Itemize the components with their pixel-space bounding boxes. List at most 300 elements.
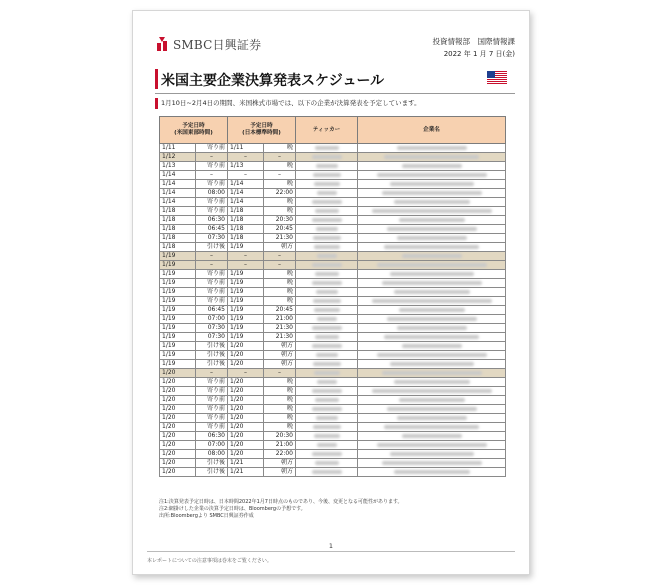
us-time-cell: 引け後: [196, 243, 228, 252]
redacted-ticker: [312, 344, 342, 348]
table-row: [160, 378, 506, 387]
ticker-cell-redacted: [296, 225, 358, 234]
jp-time-cell: 晩: [264, 405, 296, 414]
redacted-company-name: [390, 272, 474, 276]
ticker-cell-redacted: [296, 468, 358, 477]
redacted-ticker: [316, 416, 338, 420]
company-cell-redacted: [358, 342, 506, 351]
redacted-company-name: [384, 335, 479, 339]
us-time-cell: 07:00: [196, 315, 228, 324]
company-cell-redacted: [358, 297, 506, 306]
company-cell-redacted: [358, 153, 506, 162]
us-time-cell: –: [196, 261, 228, 270]
redacted-ticker: [313, 425, 341, 429]
company-cell-redacted: [358, 351, 506, 360]
ticker-cell-redacted: [296, 288, 358, 297]
table-row: [160, 270, 506, 279]
redacted-company-name: [384, 155, 479, 159]
us-date-cell: 1/20: [160, 378, 196, 387]
jp-time-cell: 22:00: [264, 450, 296, 459]
table-row: [160, 144, 506, 153]
jp-date-cell: 1/20: [228, 378, 264, 387]
us-time-cell: –: [196, 369, 228, 378]
table-row: [160, 450, 506, 459]
redacted-ticker: [316, 227, 338, 231]
redacted-ticker: [315, 209, 339, 213]
us-date-cell: 1/20: [160, 387, 196, 396]
jp-time-cell: 晩: [264, 387, 296, 396]
company-cell-redacted: [358, 378, 506, 387]
jp-time-cell: 22:00: [264, 189, 296, 198]
ticker-cell-redacted: [296, 189, 358, 198]
redacted-ticker: [315, 272, 339, 276]
table-row: [160, 189, 506, 198]
us-date-cell: 1/12: [160, 153, 196, 162]
redacted-company-name: [372, 299, 492, 303]
redacted-company-name: [387, 227, 477, 231]
table-row: [160, 342, 506, 351]
company-cell-redacted: [358, 441, 506, 450]
redacted-company-name: [399, 218, 465, 222]
company-cell-redacted: [358, 279, 506, 288]
ticker-cell-redacted: [296, 216, 358, 225]
jp-time-cell: 朝方: [264, 468, 296, 477]
us-time-cell: 引け後: [196, 351, 228, 360]
table-row: [160, 414, 506, 423]
ticker-cell-redacted: [296, 378, 358, 387]
company-cell-redacted: [358, 459, 506, 468]
redacted-ticker: [313, 236, 341, 240]
redacted-ticker: [314, 308, 340, 312]
redacted-company-name: [384, 245, 479, 249]
company-cell-redacted: [358, 225, 506, 234]
jp-time-cell: 21:30: [264, 333, 296, 342]
footnotes: [159, 499, 403, 520]
ticker-cell-redacted: [296, 315, 358, 324]
redacted-company-name: [397, 416, 467, 420]
company-cell-redacted: [358, 468, 506, 477]
us-time-cell: –: [196, 153, 228, 162]
redacted-company-name: [394, 290, 470, 294]
jp-date-cell: 1/20: [228, 441, 264, 450]
jp-date-cell: 1/20: [228, 342, 264, 351]
ticker-cell-redacted: [296, 252, 358, 261]
subtitle-accent-bar: [155, 98, 158, 109]
ticker-cell-redacted: [296, 171, 358, 180]
jp-date-cell: 1/19: [228, 333, 264, 342]
us-date-cell: 1/20: [160, 396, 196, 405]
redacted-ticker: [312, 407, 342, 411]
company-cell-redacted: [358, 414, 506, 423]
us-time-cell: 寄り前: [196, 387, 228, 396]
us-time-cell: 寄り前: [196, 198, 228, 207]
redacted-company-name: [382, 461, 482, 465]
table-row: [160, 423, 506, 432]
jp-date-cell: 1/19: [228, 279, 264, 288]
table-row: [160, 306, 506, 315]
jp-date-cell: 1/14: [228, 180, 264, 189]
company-cell-redacted: [358, 198, 506, 207]
redacted-company-name: [394, 200, 470, 204]
us-date-cell: 1/19: [160, 342, 196, 351]
table-row: [160, 405, 506, 414]
redacted-company-name: [382, 191, 482, 195]
company-cell-redacted: [358, 405, 506, 414]
subtitle-text: 1月10日~2月4日の期間、米国株式市場では、以下の企業が決算発表を予定しています。: [161, 99, 421, 107]
company-cell-redacted: [358, 324, 506, 333]
redacted-company-name: [402, 254, 462, 258]
company-cell-redacted: [358, 243, 506, 252]
ticker-cell-redacted: [296, 243, 358, 252]
us-time-cell: 07:00: [196, 441, 228, 450]
us-date-cell: 1/19: [160, 360, 196, 369]
table-row: [160, 171, 506, 180]
redacted-ticker: [313, 173, 341, 177]
redacted-company-name: [397, 146, 467, 150]
footnote-source: 出所:Bloombergより SMBC日興証券作成: [159, 513, 254, 519]
us-time-cell: –: [196, 171, 228, 180]
redacted-company-name: [377, 263, 487, 267]
us-time-cell: 08:00: [196, 450, 228, 459]
jp-time-cell: 朝方: [264, 342, 296, 351]
earnings-schedule-table: [159, 116, 506, 477]
ticker-cell-redacted: [296, 459, 358, 468]
jp-time-cell: –: [264, 261, 296, 270]
us-date-cell: 1/19: [160, 270, 196, 279]
jp-date-cell: 1/20: [228, 450, 264, 459]
us-date-cell: 1/19: [160, 315, 196, 324]
table-row: [160, 459, 506, 468]
redacted-company-name: [382, 281, 482, 285]
table-row: [160, 333, 506, 342]
jp-date-cell: 1/19: [228, 297, 264, 306]
jp-time-cell: 晩: [264, 288, 296, 297]
jp-date-cell: 1/13: [228, 162, 264, 171]
us-time-cell: 06:45: [196, 225, 228, 234]
company-cell-redacted: [358, 144, 506, 153]
title-divider: [155, 93, 515, 94]
us-time-cell: 寄り前: [196, 396, 228, 405]
jp-time-cell: 朝方: [264, 351, 296, 360]
ticker-cell-redacted: [296, 369, 358, 378]
ticker-cell-redacted: [296, 180, 358, 189]
table-row: [160, 162, 506, 171]
jp-date-cell: 1/14: [228, 198, 264, 207]
table-row: [160, 351, 506, 360]
table-header-row: [160, 117, 506, 144]
us-date-cell: 1/20: [160, 423, 196, 432]
table-row: [160, 261, 506, 270]
jp-date-cell: –: [228, 261, 264, 270]
ticker-cell-redacted: [296, 306, 358, 315]
header-ticker: ティッカー: [296, 117, 358, 144]
table-row: [160, 297, 506, 306]
table-row: [160, 288, 506, 297]
company-cell-redacted: [358, 369, 506, 378]
redacted-ticker: [312, 200, 342, 204]
jp-time-cell: 晩: [264, 396, 296, 405]
ticker-cell-redacted: [296, 405, 358, 414]
us-time-cell: 寄り前: [196, 180, 228, 189]
table-row: [160, 324, 506, 333]
jp-time-cell: 20:45: [264, 306, 296, 315]
jp-date-cell: 1/20: [228, 423, 264, 432]
company-cell-redacted: [358, 396, 506, 405]
redacted-ticker: [312, 452, 342, 456]
jp-date-cell: 1/14: [228, 189, 264, 198]
redacted-ticker: [317, 254, 337, 258]
jp-time-cell: 晩: [264, 414, 296, 423]
redacted-ticker: [312, 326, 342, 330]
jp-time-cell: 朝方: [264, 459, 296, 468]
jp-date-cell: 1/11: [228, 144, 264, 153]
jp-time-cell: 晩: [264, 297, 296, 306]
us-date-cell: 1/11: [160, 144, 196, 153]
ticker-cell-redacted: [296, 432, 358, 441]
jp-date-cell: 1/18: [228, 225, 264, 234]
us-date-cell: 1/14: [160, 180, 196, 189]
us-time-cell: 寄り前: [196, 144, 228, 153]
us-date-cell: 1/20: [160, 441, 196, 450]
title-accent-bar: [155, 69, 158, 89]
table-row: [160, 369, 506, 378]
jp-time-cell: 晩: [264, 207, 296, 216]
footer-divider: [147, 551, 515, 552]
redacted-ticker: [317, 317, 337, 321]
us-time-cell: 寄り前: [196, 270, 228, 279]
redacted-ticker: [314, 245, 340, 249]
company-logo: [155, 35, 261, 53]
table-row: [160, 396, 506, 405]
redacted-company-name: [372, 389, 492, 393]
us-date-cell: 1/14: [160, 198, 196, 207]
us-time-cell: 寄り前: [196, 414, 228, 423]
redacted-company-name: [397, 236, 467, 240]
ticker-cell-redacted: [296, 342, 358, 351]
header-jp-time: 予定日時 (日本標準時間): [228, 117, 296, 144]
us-date-cell: 1/18: [160, 216, 196, 225]
redacted-ticker: [313, 362, 341, 366]
redacted-company-name: [387, 317, 477, 321]
us-date-cell: 1/19: [160, 324, 196, 333]
jp-date-cell: –: [228, 171, 264, 180]
company-cell-redacted: [358, 423, 506, 432]
footnote-1: 注1:決算発表予定日時は、日本時間2022年1月7日時点のものであり、今後、変更となる可能性があります。: [159, 499, 403, 505]
us-time-cell: 06:30: [196, 216, 228, 225]
jp-date-cell: 1/20: [228, 432, 264, 441]
us-date-cell: 1/14: [160, 171, 196, 180]
redacted-company-name: [384, 425, 479, 429]
jp-time-cell: –: [264, 153, 296, 162]
redacted-company-name: [402, 434, 462, 438]
table-row: [160, 180, 506, 189]
jp-date-cell: –: [228, 153, 264, 162]
us-time-cell: –: [196, 252, 228, 261]
us-date-cell: 1/19: [160, 333, 196, 342]
ticker-cell-redacted: [296, 360, 358, 369]
jp-date-cell: 1/19: [228, 270, 264, 279]
us-date-cell: 1/19: [160, 288, 196, 297]
us-date-cell: 1/19: [160, 306, 196, 315]
ticker-cell-redacted: [296, 162, 358, 171]
redacted-ticker: [316, 290, 338, 294]
us-date-cell: 1/18: [160, 243, 196, 252]
ticker-cell-redacted: [296, 144, 358, 153]
table-row: [160, 207, 506, 216]
jp-date-cell: 1/20: [228, 351, 264, 360]
redacted-ticker: [312, 155, 342, 159]
jp-time-cell: 晩: [264, 144, 296, 153]
ticker-cell-redacted: [296, 297, 358, 306]
us-date-cell: 1/19: [160, 297, 196, 306]
table-row: [160, 387, 506, 396]
us-time-cell: 07:30: [196, 333, 228, 342]
company-cell-redacted: [358, 234, 506, 243]
redacted-company-name: [402, 344, 462, 348]
us-time-cell: 07:30: [196, 324, 228, 333]
redacted-ticker: [316, 353, 338, 357]
ticker-cell-redacted: [296, 234, 358, 243]
redacted-company-name: [387, 407, 477, 411]
table-row: [160, 279, 506, 288]
table-row: [160, 252, 506, 261]
jp-time-cell: –: [264, 171, 296, 180]
us-date-cell: 1/20: [160, 405, 196, 414]
redacted-company-name: [390, 452, 474, 456]
us-time-cell: 07:30: [196, 234, 228, 243]
company-cell-redacted: [358, 333, 506, 342]
brand-name: SMBC日興証券: [173, 37, 262, 52]
us-time-cell: 寄り前: [196, 423, 228, 432]
redacted-company-name: [394, 470, 470, 474]
table-row: [160, 216, 506, 225]
jp-date-cell: 1/19: [228, 288, 264, 297]
us-date-cell: 1/18: [160, 234, 196, 243]
company-cell-redacted: [358, 306, 506, 315]
ticker-cell-redacted: [296, 198, 358, 207]
redacted-ticker: [317, 443, 337, 447]
jp-time-cell: 20:45: [264, 225, 296, 234]
page-number: 1: [328, 542, 334, 550]
redacted-ticker: [313, 299, 341, 303]
redacted-ticker: [315, 146, 339, 150]
report-page: [132, 10, 530, 575]
company-cell-redacted: [358, 270, 506, 279]
jp-date-cell: –: [228, 369, 264, 378]
jp-time-cell: 朝方: [264, 243, 296, 252]
company-cell-redacted: [358, 360, 506, 369]
redacted-ticker: [315, 335, 339, 339]
us-time-cell: 06:30: [196, 432, 228, 441]
ticker-cell-redacted: [296, 423, 358, 432]
jp-date-cell: 1/18: [228, 207, 264, 216]
ticker-cell-redacted: [296, 414, 358, 423]
us-flag-icon: [487, 71, 507, 84]
jp-date-cell: 1/21: [228, 468, 264, 477]
us-time-cell: 寄り前: [196, 162, 228, 171]
us-date-cell: 1/20: [160, 414, 196, 423]
us-time-cell: 引け後: [196, 360, 228, 369]
company-cell-redacted: [358, 432, 506, 441]
redacted-company-name: [399, 308, 465, 312]
ticker-cell-redacted: [296, 333, 358, 342]
us-time-cell: 寄り前: [196, 288, 228, 297]
redacted-company-name: [377, 353, 487, 357]
redacted-ticker: [314, 434, 340, 438]
us-date-cell: 1/13: [160, 162, 196, 171]
ticker-cell-redacted: [296, 279, 358, 288]
table-row: [160, 360, 506, 369]
header-company: 企業名: [358, 117, 506, 144]
footer-disclaimer: 本レポートについての注意事項は巻末をご覧ください。: [147, 558, 272, 564]
table-row: [160, 243, 506, 252]
redacted-company-name: [402, 164, 462, 168]
ticker-cell-redacted: [296, 450, 358, 459]
jp-date-cell: 1/19: [228, 243, 264, 252]
table-row: [160, 315, 506, 324]
redacted-ticker: [314, 182, 340, 186]
redacted-ticker: [312, 218, 342, 222]
department-label: 投資情報部 国際情報課: [432, 37, 515, 46]
jp-date-cell: 1/20: [228, 396, 264, 405]
table-body: [160, 144, 506, 477]
us-date-cell: 1/20: [160, 369, 196, 378]
redacted-ticker: [317, 191, 337, 195]
report-date: 2022 年 1 月 7 日(金): [443, 50, 515, 58]
us-date-cell: 1/19: [160, 261, 196, 270]
us-date-cell: 1/19: [160, 279, 196, 288]
redacted-ticker: [315, 461, 339, 465]
redacted-ticker: [317, 380, 337, 384]
company-cell-redacted: [358, 315, 506, 324]
ticker-cell-redacted: [296, 387, 358, 396]
ticker-cell-redacted: [296, 153, 358, 162]
us-date-cell: 1/18: [160, 207, 196, 216]
jp-time-cell: 朝方: [264, 360, 296, 369]
table-row: [160, 441, 506, 450]
jp-date-cell: 1/20: [228, 387, 264, 396]
redacted-ticker: [312, 389, 342, 393]
company-cell-redacted: [358, 180, 506, 189]
company-cell-redacted: [358, 387, 506, 396]
company-cell-redacted: [358, 252, 506, 261]
us-date-cell: 1/20: [160, 468, 196, 477]
us-date-cell: 1/19: [160, 252, 196, 261]
company-cell-redacted: [358, 171, 506, 180]
jp-time-cell: 晩: [264, 279, 296, 288]
redacted-ticker: [312, 263, 342, 267]
jp-time-cell: 晩: [264, 378, 296, 387]
jp-date-cell: 1/20: [228, 414, 264, 423]
header-us-time: 予定日時 (米国東部時間): [160, 117, 228, 144]
us-time-cell: 引け後: [196, 459, 228, 468]
company-cell-redacted: [358, 207, 506, 216]
us-time-cell: 引け後: [196, 468, 228, 477]
jp-time-cell: –: [264, 369, 296, 378]
company-cell-redacted: [358, 450, 506, 459]
jp-time-cell: 21:30: [264, 324, 296, 333]
jp-time-cell: 21:00: [264, 315, 296, 324]
us-time-cell: 寄り前: [196, 279, 228, 288]
redacted-company-name: [390, 182, 474, 186]
page-title: 米国主要企業決算発表スケジュール: [161, 73, 385, 89]
ticker-cell-redacted: [296, 261, 358, 270]
jp-date-cell: 1/18: [228, 216, 264, 225]
redacted-ticker: [312, 281, 342, 285]
us-time-cell: 引け後: [196, 342, 228, 351]
jp-date-cell: 1/19: [228, 315, 264, 324]
us-time-cell: 寄り前: [196, 207, 228, 216]
